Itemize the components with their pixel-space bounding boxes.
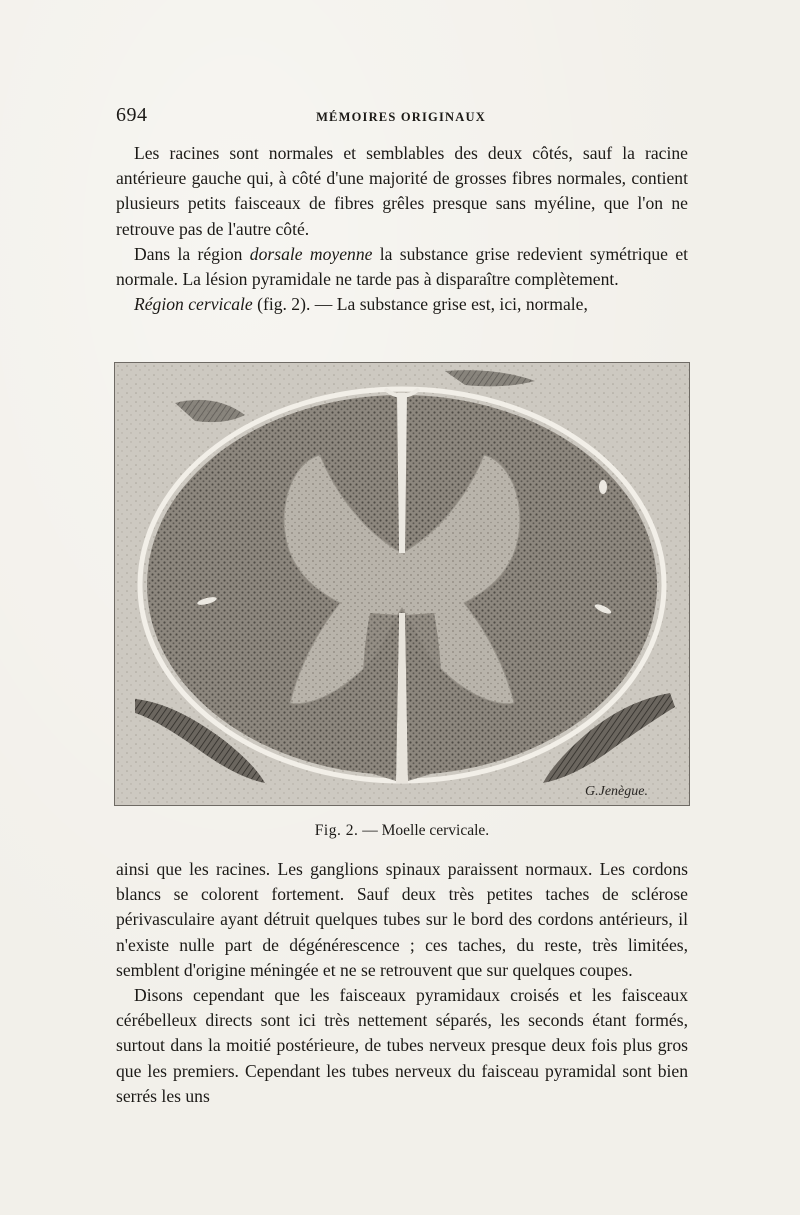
figure-caption-text: — Moelle cervicale. — [362, 822, 490, 839]
upper-body-text — [116, 141, 688, 317]
right-anterior-column — [405, 613, 442, 781]
figure-spinal-cord-section — [114, 362, 690, 806]
figure-caption — [116, 822, 688, 840]
vessel-right-upper — [599, 480, 607, 494]
running-head: MÉMOIRES ORIGINAUX — [316, 110, 486, 124]
lower-body-text — [116, 857, 688, 1109]
paragraph-racines: Les racines sont normales et semblables des deux côtés, sauf la racine antérieure gauche qui, à côté d'une majorité de grosses fibres normales, contient plusieurs petits faisceaux de fibres grêles presque sans myéline, que l'on ne retrouve pas de l'autre côté. — [116, 143, 688, 239]
left-anterior-column — [363, 613, 400, 781]
paragraph-region-dorsale — [116, 242, 688, 292]
paragraph-region-dorsale-start: Dans la région — [134, 243, 250, 264]
paragraph-faisceaux: Disons cependant que les faisceaux pyramidaux croisés et les faisceaux cérébelleux directs sont ici très nettement séparés, les seconds étant formés, surtout dans la moitié postérieure, de tubes nerveux presque deux fois plus gros que les premiers. Cependant les tubes nerveux du faisceau pyramidal sont bien serrés les uns — [116, 985, 688, 1106]
term-region-cervicale: Région cervicale — [134, 294, 253, 315]
page-number: 694 — [116, 104, 148, 126]
engraver-signature: G.Jenègue. — [585, 784, 648, 799]
spinal-cord-illustration — [115, 363, 689, 805]
paragraph-racines-suite: ainsi que les racines. Les ganglions spinaux paraissent normaux. Les cordons blancs se colorent fortement. Sauf deux très petites taches de sclérose périvasculaire ayant détruit quelques tubes sur le bord des cordons antérieurs, il n'existe nulle part de dégénérescence ; ces taches, du reste, très limitées, semblent d'origine méningée et ne se retrouvent que sur quelques coupes. — [116, 859, 688, 980]
paragraph-region-cervicale-text: (fig. 2). — La substance grise est, ici, normale, — [252, 294, 588, 315]
paragraph-region-cervicale — [116, 292, 688, 317]
term-dorsale-moyenne: dorsale moyenne — [249, 243, 373, 264]
paragraph-region-dorsale-end: la substance grise redevient symétrique et normale. La lésion pyramidale ne tarde pas à disparaître complètement. — [116, 243, 689, 290]
page-header — [116, 104, 686, 132]
figure-number: Fig. 2. — [314, 822, 359, 839]
